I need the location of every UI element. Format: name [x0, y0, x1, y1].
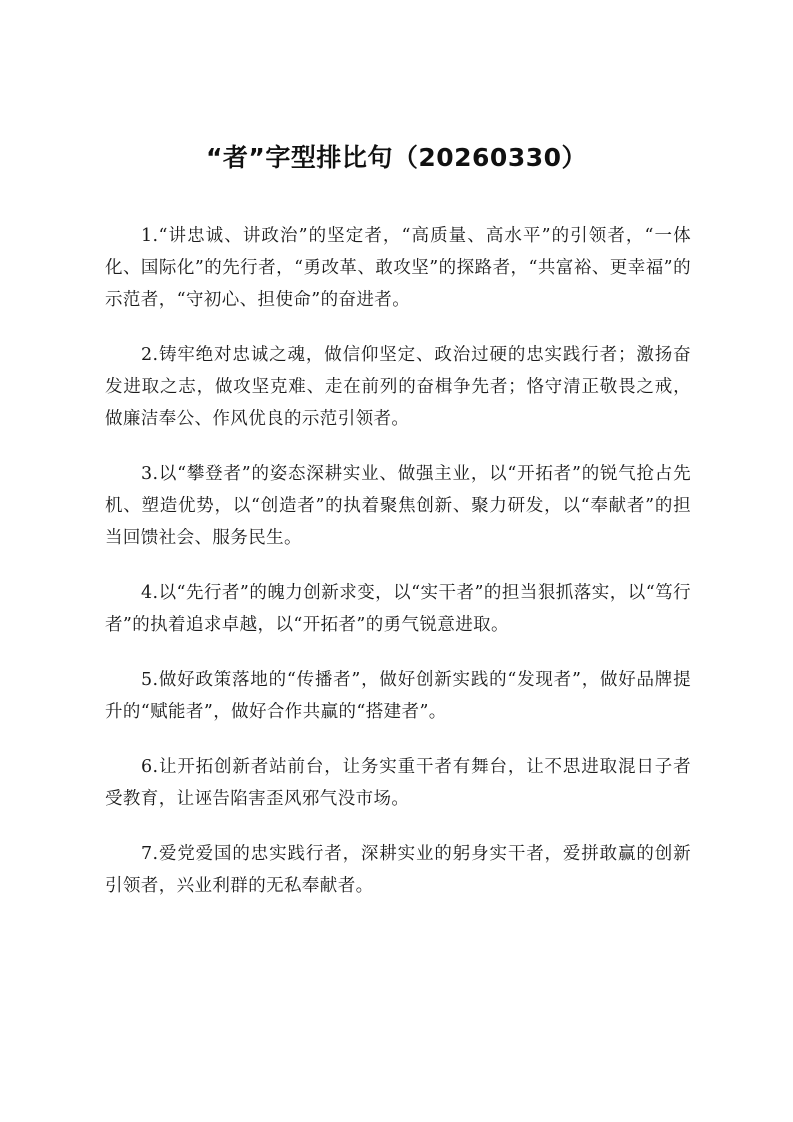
- paragraph-3: 3.以“攀登者”的姿态深耕实业、做强主业，以“开拓者”的锐气抢占先机、塑造优势，以“创造者”的执着聚焦创新、聚力研发，以“奉献者”的担当回馈社会、服务民生。: [105, 464, 691, 548]
- paragraph-6: 6.让开拓创新者站前台，让务实重干者有舞台，让不思进取混日子者受教育，让诬告陷害歪风邪气没市场。: [105, 757, 691, 809]
- document-title: “者”字型排比句（20260330）: [205, 143, 588, 172]
- document-body: [105, 220, 691, 925]
- paragraph-5: 5.做好政策落地的“传播者”，做好创新实践的“发现者”，做好品牌提升的“赋能者”，做好合作共赢的“搭建者”。: [105, 670, 691, 722]
- paragraph-4: 4.以“先行者”的魄力创新求变，以“实干者”的担当狠抓落实，以“笃行者”的执着追求卓越，以“开拓者”的勇气锐意进取。: [105, 583, 691, 635]
- paragraph-2: 2.铸牢绝对忠诚之魂，做信仰坚定、政治过硬的忠实践行者；激扬奋发进取之志，做攻坚克难、走在前列的奋楫争先者；恪守清正敬畏之戒，做廉洁奉公、作风优良的示范引领者。: [105, 345, 691, 429]
- paragraph-1: 1.“讲忠诚、讲政治”的坚定者，“高质量、高水平”的引领者，“一体化、国际化”的先行者，“勇改革、敢攻坚”的探路者，“共富裕、更幸福”的示范者，“守初心、担使命”的奋进者。: [105, 226, 691, 310]
- paragraph-7: 7.爱党爱国的忠实践行者，深耕实业的躬身实干者，爱拼敢赢的创新引领者，兴业利群的无私奉献者。: [105, 844, 691, 896]
